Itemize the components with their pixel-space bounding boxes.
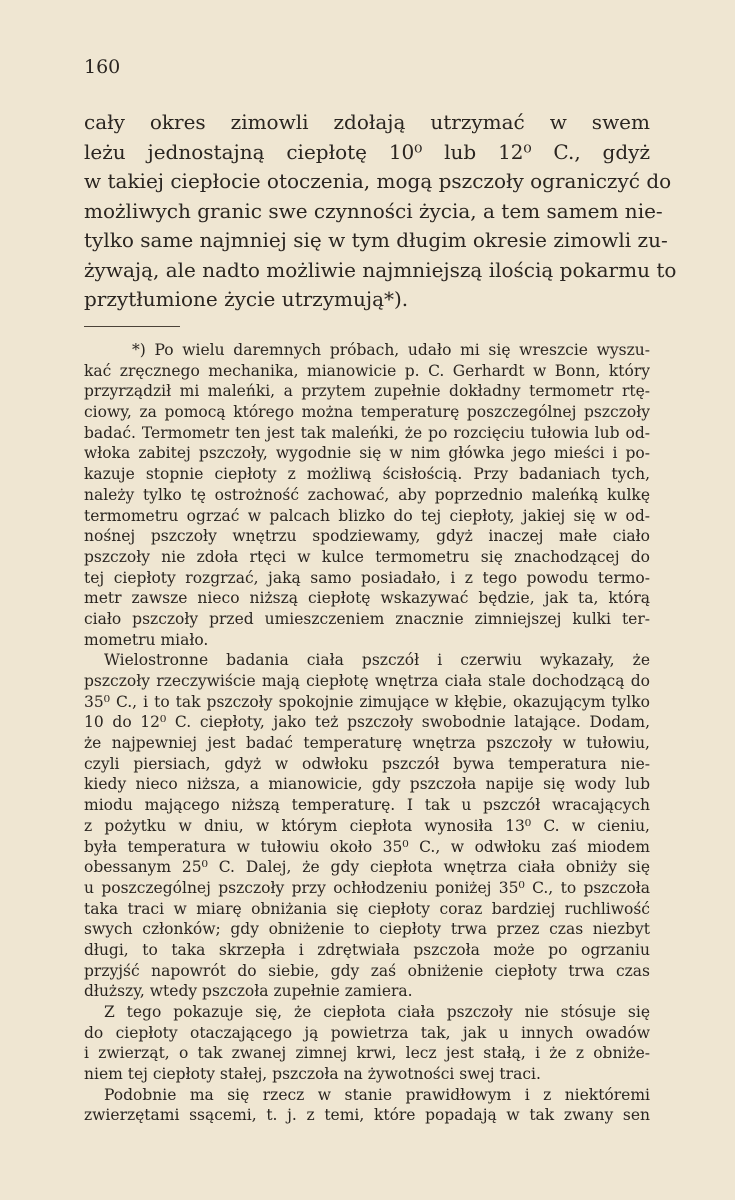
- footnote-line: tej ciepłoty rozgrzać, jaką samo posiadało, i z tego powodu termo-: [84, 568, 650, 587]
- footnote-line: zwierzętami ssącemi, t. j. z temi, które popadają w tak zwany sen: [84, 1106, 650, 1125]
- footnote-line: że najpewniej jest badać temperaturę wnętrza pszczoły w tułowiu,: [84, 734, 650, 753]
- footnote-line: taka traci w miarę obniżania się ciepłoty coraz bardziej ruchliwość: [84, 899, 650, 918]
- footnote-line: miodu mającego niższą temperaturę. I tak u pszczół wracających: [84, 796, 650, 815]
- footnote: [84, 340, 650, 1126]
- text-line: leżu jednostajną ciepłotę 10⁰ lub 12⁰ C., gdyż: [84, 139, 650, 164]
- footnote-line: przyrządził mi maleńki, a przytem zupełnie dokładny termometr rtę-: [84, 382, 650, 401]
- footnote-line: do ciepłoty otaczającego ją powietrza tak, jak u innych owadów: [84, 1023, 650, 1042]
- footnote-line: *) Po wielu daremnych próbach, udało mi się wreszcie wyszu-: [132, 341, 650, 359]
- text-line: możliwych granic swe czynności życia, a tem samem nie-: [84, 198, 663, 223]
- footnote-line: kiedy nieco niższa, a mianowicie, gdy pszczoła napije się wody lub: [84, 775, 650, 794]
- footnote-line: długi, to taka skrzepła i zdrętwiała pszczoła może po ogrzaniu: [84, 940, 650, 959]
- footnote-line: z pożytku w dniu, w którym ciepłota wynosiła 13⁰ C. w cieniu,: [84, 816, 650, 835]
- footnote-line: badać. Termometr ten jest tak maleńki, że po rozcięciu tułowia lub od-: [84, 423, 650, 442]
- footnote-separator: [84, 326, 180, 327]
- footnote-line: termometru ogrzać w palcach blizko do tej ciepłoty, jakiej się w od-: [84, 506, 650, 525]
- footnote-line: czyli piersiach, gdyż w odwłoku pszczół bywa temperatura nie-: [84, 754, 650, 773]
- footnote-line: włoka zabitej pszczoły, wygodnie się w nim główka jego mieści i po-: [84, 444, 650, 463]
- footnote-line: Z tego pokazuje się, że ciepłota ciała pszczoły nie stósuje się: [104, 1003, 650, 1021]
- footnote-line: swych członków; gdy obniżenie to ciepłoty trwa przez czas niezbyt: [84, 920, 650, 939]
- text-line: przytłumione życie utrzymują*).: [84, 287, 409, 311]
- text-line: żywają, ale nadto możliwie najmniejszą ilością pokarmu to: [84, 257, 677, 282]
- main-paragraph: [84, 108, 677, 315]
- footnote-line: 10 do 12⁰ C. ciepłoty, jako też pszczoły swobodnie latające. Dodam,: [84, 713, 650, 732]
- text-line: tylko same najmniej się w tym długim okresie zimowli zu-: [84, 228, 668, 252]
- footnote-line: ciało pszczoły przed umieszczeniem znacznie zimniejszej kulki ter-: [84, 609, 650, 628]
- footnote-line: ciowy, za pomocą którego można temperaturę poszczególnej pszczoły: [84, 403, 650, 422]
- footnote-line: nośnej pszczoły wnętrzu spodziewamy, gdyż inaczej małe ciało: [84, 527, 650, 546]
- footnote-line: mometru miało.: [84, 630, 209, 649]
- footnote-line: przyjść napowrót do siebie, gdy zaś obniżenie ciepłoty trwa czas: [84, 961, 650, 980]
- footnote-line: kać zręcznego mechanika, mianowicie p. C. Gerhardt w Bonn, który: [84, 361, 650, 380]
- footnote-line: kazuje stopnie ciepłoty z możliwą ścisłością. Przy badaniach tych,: [84, 465, 650, 484]
- footnote-line: i zwierząt, o tak zwanej zimnej krwi, lecz jest stałą, i że z obniże-: [84, 1044, 650, 1063]
- footnote-line: była temperatura w tułowiu około 35⁰ C., w odwłoku zaś miodem: [84, 837, 650, 856]
- footnote-line: obessanym 25⁰ C. Dalej, że gdy ciepłota wnętrza ciała obniży się: [84, 858, 650, 877]
- footnote-line: Podobnie ma się rzecz w stanie prawidłowym i z niektóremi: [104, 1085, 650, 1104]
- text-line: w takiej ciepłocie otoczenia, mogą pszczoły ograniczyć do: [84, 169, 672, 193]
- footnote-line: dłuższy, wtedy pszczoła zupełnie zamiera.: [84, 982, 413, 1001]
- footnote-line: 35⁰ C., i to tak pszczoły spokojnie zimujące w kłębie, okazującym tylko: [84, 692, 650, 711]
- footnote-line: niem tej ciepłoty stałej, pszczoła na żywotności swej traci.: [84, 1065, 541, 1084]
- footnote-line: należy tylko tę ostrożność zachować, aby poprzednio maleńką kulkę: [84, 485, 650, 504]
- text-line: cały okres zimowli zdołają utrzymać w swem: [84, 110, 650, 134]
- footnote-line: metr zawsze nieco niższą ciepłotę wskazywać będzie, jak ta, którą: [84, 589, 650, 608]
- footnote-line: pszczoły nie zdoła rtęci w kulce termometru się znachodzącej do: [84, 547, 650, 566]
- footnote-line: u poszczególnej pszczoły przy ochłodzeniu poniżej 35⁰ C., to pszczoła: [84, 878, 650, 897]
- page-number: 160: [84, 56, 121, 78]
- footnote-line: pszczoły rzeczywiście mają ciepłotę wnętrza ciała stale dochodzącą do: [84, 672, 650, 690]
- footnote-line: Wielostronne badania ciała pszczół i czerwiu wykazały, że: [104, 651, 650, 670]
